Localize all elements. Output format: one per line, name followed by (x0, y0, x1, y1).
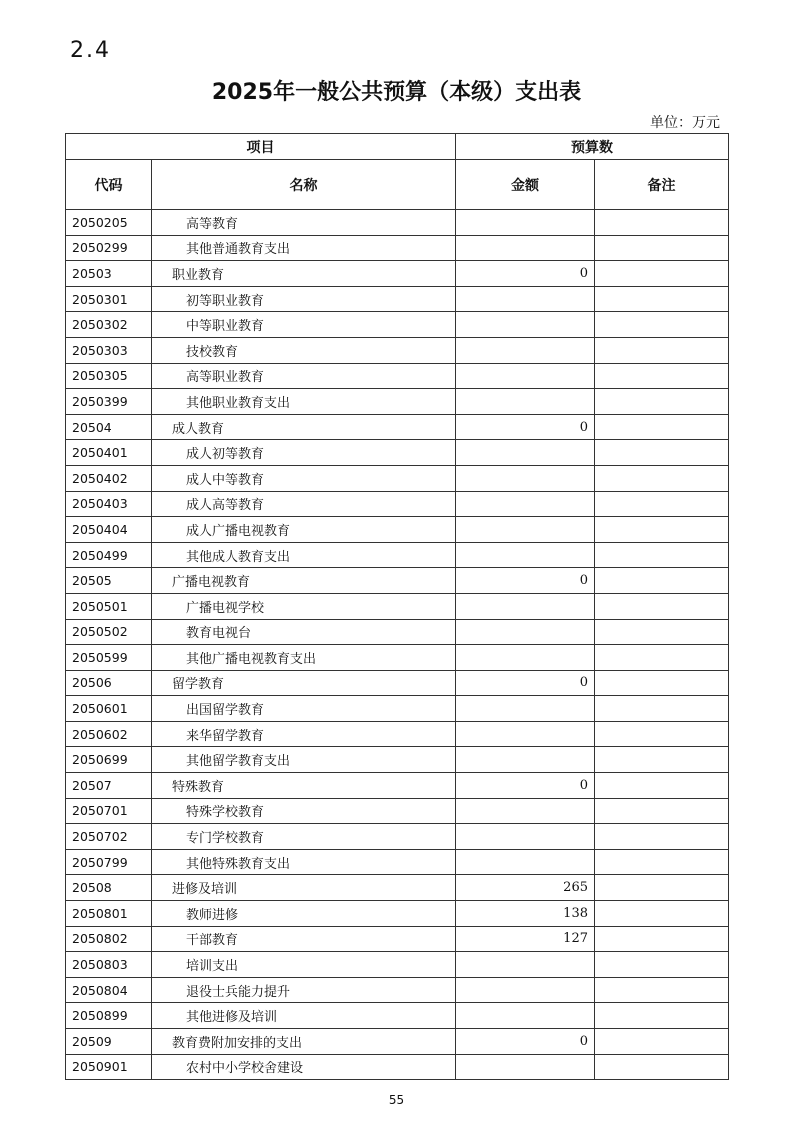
row-remark (595, 1054, 729, 1080)
unit-label: 单位：万元 (650, 115, 720, 131)
row-name: 特殊教育 (152, 773, 456, 799)
row-code: 2050305 (66, 363, 152, 389)
table-row (66, 824, 729, 850)
row-name: 其他成人教育支出 (152, 542, 456, 568)
table-row (66, 337, 729, 363)
row-amount (456, 645, 595, 671)
row-remark (595, 286, 729, 312)
row-remark (595, 337, 729, 363)
row-name: 其他职业教育支出 (152, 389, 456, 415)
row-remark (595, 747, 729, 773)
row-amount (456, 235, 595, 261)
table-row (66, 593, 729, 619)
budget-table (65, 133, 729, 1080)
row-name: 高等教育 (152, 210, 456, 236)
table-row (66, 901, 729, 927)
row-amount: 0 (456, 261, 595, 287)
row-name: 培训支出 (152, 952, 456, 978)
row-remark (595, 670, 729, 696)
row-amount (456, 721, 595, 747)
table-row (66, 773, 729, 799)
row-name: 特殊学校教育 (152, 798, 456, 824)
row-remark (595, 389, 729, 415)
row-amount (456, 542, 595, 568)
row-amount (456, 440, 595, 466)
row-code: 2050499 (66, 542, 152, 568)
table-row (66, 696, 729, 722)
table-row (66, 645, 729, 671)
row-name: 初等职业教育 (152, 286, 456, 312)
row-code: 2050401 (66, 440, 152, 466)
row-remark (595, 1029, 729, 1055)
row-remark (595, 312, 729, 338)
row-code: 2050403 (66, 491, 152, 517)
table-row (66, 849, 729, 875)
row-code: 2050404 (66, 517, 152, 543)
page-title: 2025年一般公共预算（本级）支出表 (211, 80, 582, 105)
row-name: 其他特殊教育支出 (152, 849, 456, 875)
row-name: 干部教育 (152, 926, 456, 952)
row-remark (595, 952, 729, 978)
row-code: 2050302 (66, 312, 152, 338)
row-code: 20506 (66, 670, 152, 696)
table-row (66, 1054, 729, 1080)
row-amount: 0 (456, 773, 595, 799)
table-row (66, 363, 729, 389)
row-remark (595, 542, 729, 568)
row-code: 2050502 (66, 619, 152, 645)
row-amount: 0 (456, 414, 595, 440)
row-code: 2050299 (66, 235, 152, 261)
row-amount (456, 312, 595, 338)
row-amount (456, 389, 595, 415)
row-amount (456, 696, 595, 722)
row-remark (595, 875, 729, 901)
row-code: 20508 (66, 875, 152, 901)
table-row (66, 670, 729, 696)
row-code: 2050702 (66, 824, 152, 850)
header-name: 名称 (152, 160, 456, 210)
row-name: 退役士兵能力提升 (152, 977, 456, 1003)
row-name: 广播电视教育 (152, 568, 456, 594)
row-amount (456, 210, 595, 236)
row-amount (456, 491, 595, 517)
row-code: 2050303 (66, 337, 152, 363)
row-amount: 0 (456, 1029, 595, 1055)
row-amount (456, 798, 595, 824)
row-remark (595, 414, 729, 440)
row-name: 其他广播电视教育支出 (152, 645, 456, 671)
table-row (66, 517, 729, 543)
table-row (66, 952, 729, 978)
header-budget: 预算数 (456, 134, 729, 160)
table-row (66, 721, 729, 747)
row-code: 2050301 (66, 286, 152, 312)
row-name: 出国留学教育 (152, 696, 456, 722)
section-number: 2.4 (70, 38, 111, 63)
table-row (66, 926, 729, 952)
row-remark (595, 491, 729, 517)
row-amount (456, 465, 595, 491)
table-body (66, 210, 729, 1080)
table-row (66, 389, 729, 415)
table-row (66, 286, 729, 312)
header-code: 代码 (66, 160, 152, 210)
row-name: 成人高等教育 (152, 491, 456, 517)
row-amount: 0 (456, 670, 595, 696)
row-amount (456, 619, 595, 645)
row-amount (456, 1003, 595, 1029)
row-remark (595, 798, 729, 824)
row-amount (456, 363, 595, 389)
row-name: 其他进修及培训 (152, 1003, 456, 1029)
row-amount (456, 952, 595, 978)
row-amount (456, 977, 595, 1003)
header-remark: 备注 (595, 160, 729, 210)
row-code: 2050799 (66, 849, 152, 875)
row-amount (456, 593, 595, 619)
table-row (66, 875, 729, 901)
row-name: 教师进修 (152, 901, 456, 927)
row-remark (595, 517, 729, 543)
row-name: 进修及培训 (152, 875, 456, 901)
header-item: 项目 (66, 134, 456, 160)
table-row (66, 491, 729, 517)
row-amount (456, 747, 595, 773)
row-code: 2050899 (66, 1003, 152, 1029)
row-code: 2050399 (66, 389, 152, 415)
row-name: 留学教育 (152, 670, 456, 696)
table-row (66, 235, 729, 261)
row-name: 技校教育 (152, 337, 456, 363)
row-remark (595, 645, 729, 671)
row-name: 专门学校教育 (152, 824, 456, 850)
row-code: 2050501 (66, 593, 152, 619)
row-amount: 0 (456, 568, 595, 594)
row-code: 20504 (66, 414, 152, 440)
row-code: 2050602 (66, 721, 152, 747)
row-code: 20507 (66, 773, 152, 799)
row-code: 2050402 (66, 465, 152, 491)
row-remark (595, 926, 729, 952)
row-code: 2050205 (66, 210, 152, 236)
table-row (66, 619, 729, 645)
table-row (66, 210, 729, 236)
row-name: 教育费附加安排的支出 (152, 1029, 456, 1055)
row-remark (595, 824, 729, 850)
row-remark (595, 568, 729, 594)
row-code: 2050801 (66, 901, 152, 927)
row-amount (456, 286, 595, 312)
table-row (66, 542, 729, 568)
row-name: 来华留学教育 (152, 721, 456, 747)
row-remark (595, 721, 729, 747)
row-code: 20509 (66, 1029, 152, 1055)
row-name: 农村中小学校舍建设 (152, 1054, 456, 1080)
row-name: 其他留学教育支出 (152, 747, 456, 773)
row-remark (595, 235, 729, 261)
row-name: 职业教育 (152, 261, 456, 287)
row-name: 成人初等教育 (152, 440, 456, 466)
row-name: 其他普通教育支出 (152, 235, 456, 261)
row-code: 2050701 (66, 798, 152, 824)
row-remark (595, 773, 729, 799)
row-name: 教育电视台 (152, 619, 456, 645)
row-name: 成人广播电视教育 (152, 517, 456, 543)
row-amount (456, 337, 595, 363)
row-code: 20505 (66, 568, 152, 594)
table-row (66, 977, 729, 1003)
table-row (66, 440, 729, 466)
table-row (66, 465, 729, 491)
row-remark (595, 593, 729, 619)
row-remark (595, 977, 729, 1003)
row-remark (595, 849, 729, 875)
table-row (66, 261, 729, 287)
page-number: 55 (388, 1093, 405, 1107)
row-remark (595, 619, 729, 645)
row-remark (595, 901, 729, 927)
row-remark (595, 363, 729, 389)
row-remark (595, 261, 729, 287)
row-name: 高等职业教育 (152, 363, 456, 389)
row-remark (595, 440, 729, 466)
row-code: 2050599 (66, 645, 152, 671)
row-code: 2050802 (66, 926, 152, 952)
row-name: 广播电视学校 (152, 593, 456, 619)
table-row (66, 414, 729, 440)
row-amount: 127 (456, 926, 595, 952)
table-row (66, 747, 729, 773)
row-amount (456, 517, 595, 543)
row-name: 成人中等教育 (152, 465, 456, 491)
row-code: 20503 (66, 261, 152, 287)
row-name: 中等职业教育 (152, 312, 456, 338)
row-amount (456, 849, 595, 875)
row-code: 2050601 (66, 696, 152, 722)
row-name: 成人教育 (152, 414, 456, 440)
row-code: 2050803 (66, 952, 152, 978)
table-row (66, 1029, 729, 1055)
row-remark (595, 696, 729, 722)
row-remark (595, 1003, 729, 1029)
row-code: 2050699 (66, 747, 152, 773)
row-code: 2050804 (66, 977, 152, 1003)
row-amount: 265 (456, 875, 595, 901)
row-amount (456, 824, 595, 850)
table-row (66, 798, 729, 824)
row-amount: 138 (456, 901, 595, 927)
row-amount (456, 1054, 595, 1080)
table-row (66, 312, 729, 338)
table-row (66, 568, 729, 594)
header-amount: 金额 (456, 160, 595, 210)
row-remark (595, 465, 729, 491)
row-remark (595, 210, 729, 236)
row-code: 2050901 (66, 1054, 152, 1080)
table-row (66, 1003, 729, 1029)
